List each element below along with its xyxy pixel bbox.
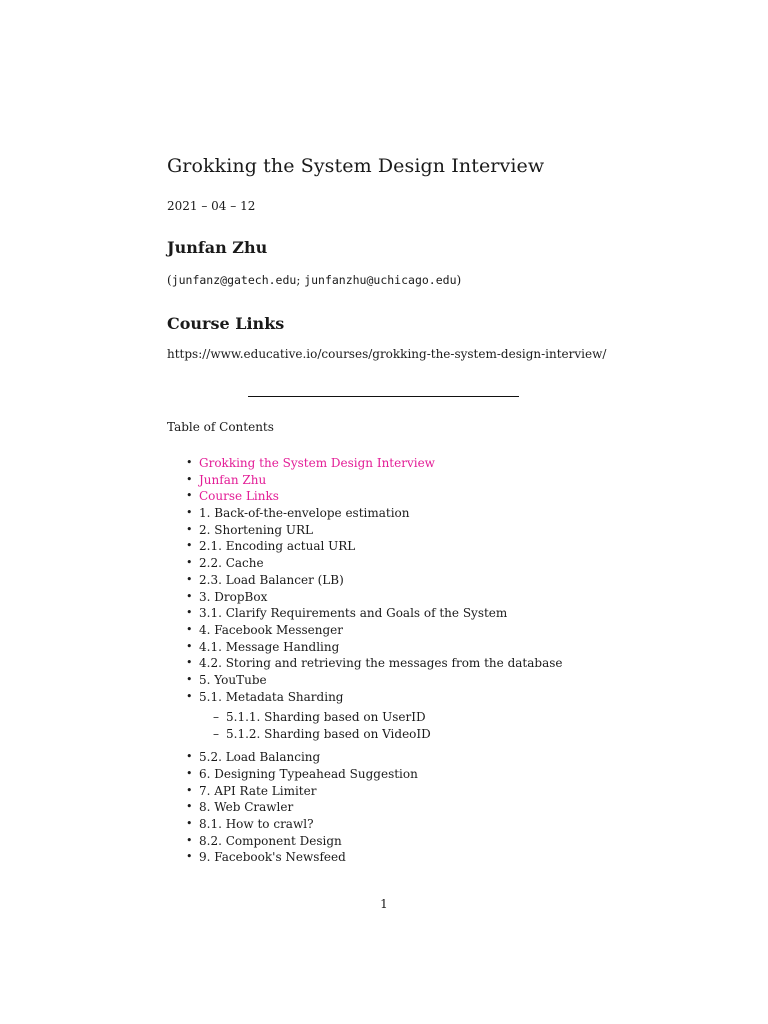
bullet-icon: • — [186, 622, 193, 636]
horizontal-rule — [248, 396, 519, 397]
toc-title: Table of Contents — [167, 420, 274, 434]
author-name: Junfan Zhu — [167, 238, 268, 257]
toc-item — [0, 689, 768, 706]
toc-item-label: 7. API Rate Limiter — [199, 783, 317, 798]
bullet-icon: • — [186, 572, 193, 586]
toc-item-label: 8.1. How to crawl? — [199, 817, 314, 832]
toc-item-label: 4. Facebook Messenger — [199, 622, 344, 637]
toc-item-label: 4.2. Storing and retrieving the messages from the database — [199, 656, 563, 671]
toc-sub-item-label: 5.1.1. Sharding based on UserID — [226, 710, 426, 725]
dash-icon: – — [213, 727, 219, 742]
bullet-icon: • — [186, 472, 193, 486]
toc-item — [0, 749, 768, 766]
page-number: 1 — [380, 897, 388, 911]
toc-item — [0, 799, 768, 816]
toc-item-label: 4.1. Message Handling — [199, 639, 340, 654]
bullet-icon: • — [186, 522, 193, 536]
toc-item — [0, 522, 768, 539]
toc-item-label: 6. Designing Typeahead Suggestion — [199, 767, 418, 781]
course-url-link[interactable]: https://www.educative.io/courses/grokking-the-system-design-interview/ — [167, 347, 607, 361]
bullet-icon: • — [186, 606, 193, 620]
toc-item-label[interactable]: Grokking the System Design Interview — [199, 456, 435, 470]
emails-open-paren: ( — [167, 273, 172, 287]
toc-item-label: 8.2. Component Design — [199, 833, 342, 848]
toc-item-label: 3.1. Clarify Requirements and Goals of the System — [199, 606, 508, 621]
bullet-icon: • — [186, 489, 193, 503]
toc-item-label: 5. YouTube — [199, 672, 267, 687]
author-emails — [167, 273, 461, 287]
emails-separator: ; — [296, 273, 305, 287]
toc-sub-item — [0, 726, 768, 743]
toc-item — [0, 572, 768, 589]
toc-item-label: 2. Shortening URL — [199, 522, 314, 537]
toc-item-course-links[interactable] — [0, 488, 768, 505]
toc-item-label: 2.3. Load Balancer (LB) — [199, 572, 344, 587]
toc-item-label: 5.1. Metadata Sharding — [199, 689, 344, 704]
toc-item — [0, 655, 768, 672]
document-date: 2021 – 04 – 12 — [167, 199, 256, 213]
toc-item — [0, 538, 768, 555]
toc-item — [0, 639, 768, 656]
toc-item — [0, 766, 768, 783]
toc-item — [0, 589, 768, 606]
toc-item — [0, 672, 768, 689]
bullet-icon: • — [186, 750, 193, 764]
bullet-icon: • — [186, 539, 193, 553]
toc-item-label: 2.2. Cache — [199, 556, 264, 571]
toc-item-label: 3. DropBox — [199, 589, 268, 604]
bullet-icon: • — [186, 850, 193, 864]
toc-item-title[interactable] — [0, 455, 768, 472]
toc-item-label: 9. Facebook's Newsfeed — [199, 850, 346, 865]
toc-item-label: 8. Web Crawler — [199, 800, 294, 815]
toc-item — [0, 783, 768, 800]
toc-sub-list — [0, 705, 768, 749]
toc-item — [0, 816, 768, 833]
bullet-icon: • — [186, 689, 193, 703]
toc-item — [0, 555, 768, 572]
toc-item — [0, 833, 768, 850]
toc-item-label: 1. Back-of-the-envelope estimation — [199, 506, 410, 521]
toc-item — [0, 505, 768, 522]
bullet-icon: • — [186, 589, 193, 603]
bullet-icon: • — [186, 639, 193, 653]
document-title: Grokking the System Design Interview — [167, 155, 545, 177]
toc-item-label: 5.2. Load Balancing — [199, 750, 321, 765]
toc-item-author[interactable] — [0, 472, 768, 489]
bullet-icon: • — [186, 833, 193, 847]
bullet-icon: • — [186, 506, 193, 520]
bullet-icon: • — [186, 800, 193, 814]
email-gatech[interactable]: junfanz@gatech.edu — [171, 273, 297, 287]
email-uchicago[interactable]: junfanzhu@uchicago.edu — [304, 273, 457, 287]
bullet-icon: • — [186, 556, 193, 570]
dash-icon: – — [213, 710, 219, 725]
course-links-heading: Course Links — [167, 314, 285, 333]
bullet-icon: • — [186, 456, 193, 469]
emails-close-paren: ) — [456, 273, 462, 287]
bullet-icon: • — [186, 817, 193, 831]
toc-sub-item — [0, 709, 768, 726]
toc-item — [0, 622, 768, 639]
toc-sub-list-container — [0, 705, 768, 749]
toc-item-label[interactable]: Junfan Zhu — [199, 472, 267, 487]
bullet-icon: • — [186, 783, 193, 797]
toc-item-label[interactable]: Course Links — [199, 489, 279, 504]
toc-item — [0, 605, 768, 622]
table-of-contents — [0, 455, 768, 866]
toc-sub-item-label: 5.1.2. Sharding based on VideoID — [226, 727, 431, 742]
toc-item-label: 2.1. Encoding actual URL — [199, 539, 356, 554]
bullet-icon: • — [186, 767, 193, 780]
bullet-icon: • — [186, 672, 193, 686]
toc-item — [0, 849, 768, 866]
bullet-icon: • — [186, 656, 193, 670]
